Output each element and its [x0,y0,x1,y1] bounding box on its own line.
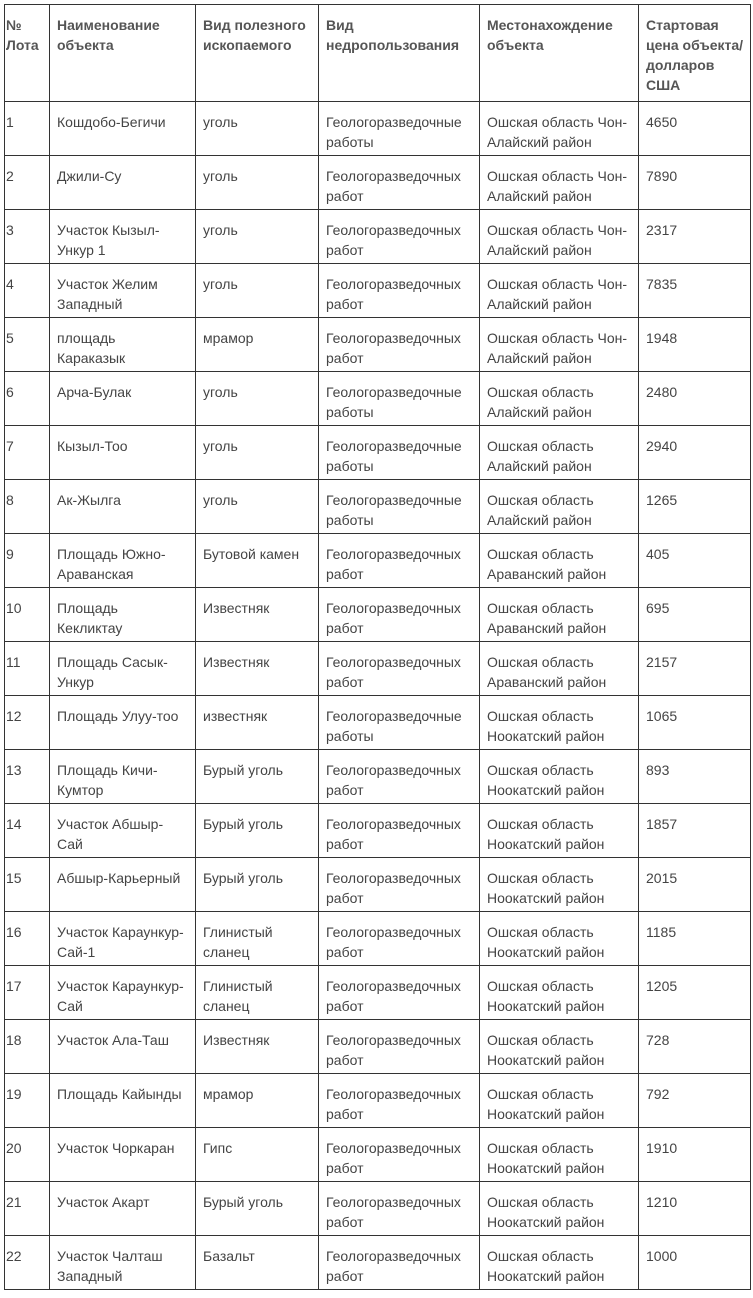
subsoil-use-cell: Геологоразведочных работ [319,318,480,372]
subsoil-use-cell: Геологоразведочные работы [319,480,480,534]
location-cell: Ошская область Алайский район [480,372,639,426]
start-price-cell: 7835 [639,264,751,318]
subsoil-use-cell: Геологоразведочных работ [319,156,480,210]
table-row [5,912,751,966]
mineral-type-cell: Базальт [196,1236,319,1290]
mineral-type-cell: Бурый уголь [196,750,319,804]
location-cell: Ошская область Ноокатский район [480,912,639,966]
lot-number-cell: 10 [5,588,50,642]
mineral-type-cell: Известняк [196,642,319,696]
table-row [5,318,751,372]
mineral-type-cell: Бутовой камен [196,534,319,588]
location-cell: Ошская область Чон- Алайский район [480,156,639,210]
start-price-cell: 1265 [639,480,751,534]
start-price-cell: 728 [639,1020,751,1074]
table-row [5,480,751,534]
start-price-cell: 4650 [639,102,751,156]
mineral-type-cell: Известняк [196,1020,319,1074]
location-cell: Ошская область Чон- Алайский район [480,318,639,372]
table-row [5,1020,751,1074]
mineral-type-cell: Известняк [196,588,319,642]
object-name-cell: Участок Караункур- Сай [50,966,196,1020]
start-price-cell: 1948 [639,318,751,372]
lot-number-cell: 17 [5,966,50,1020]
header-mineral-type: Вид полезного ископаемого [196,5,319,102]
object-name-cell: Площадь Южно- Араванская [50,534,196,588]
mineral-type-cell: уголь [196,426,319,480]
mineral-type-cell: уголь [196,156,319,210]
object-name-cell: Участок Ала-Таш [50,1020,196,1074]
table-row [5,588,751,642]
subsoil-use-cell: Геологоразведочных работ [319,264,480,318]
location-cell: Ошская область Ноокатский район [480,1128,639,1182]
start-price-cell: 2015 [639,858,751,912]
object-name-cell: Площадь Кайынды [50,1074,196,1128]
start-price-cell: 7890 [639,156,751,210]
start-price-cell: 2940 [639,426,751,480]
location-cell: Ошская область Ноокатский район [480,750,639,804]
object-name-cell: Участок Кызыл- Ункур 1 [50,210,196,264]
location-cell: Ошская область Ноокатский район [480,696,639,750]
lot-number-cell: 11 [5,642,50,696]
table-row [5,750,751,804]
lot-number-cell: 2 [5,156,50,210]
mineral-type-cell: Глинистый сланец [196,912,319,966]
lots-table [4,4,751,1290]
object-name-cell: Участок Караункур- Сай-1 [50,912,196,966]
location-cell: Ошская область Араванский район [480,642,639,696]
start-price-cell: 2480 [639,372,751,426]
table-row [5,1128,751,1182]
table-row [5,1182,751,1236]
mineral-type-cell: уголь [196,264,319,318]
subsoil-use-cell: Геологоразведочных работ [319,750,480,804]
object-name-cell: Джили-Су [50,156,196,210]
lot-number-cell: 8 [5,480,50,534]
mineral-type-cell: мрамор [196,1074,319,1128]
location-cell: Ошская область Алайский район [480,480,639,534]
location-cell: Ошская область Ноокатский район [480,1182,639,1236]
mineral-type-cell: уголь [196,210,319,264]
table-row [5,210,751,264]
start-price-cell: 1000 [639,1236,751,1290]
mineral-type-cell: уголь [196,102,319,156]
lot-number-cell: 18 [5,1020,50,1074]
table-row [5,264,751,318]
location-cell: Ошская область Араванский район [480,534,639,588]
table-row [5,372,751,426]
start-price-cell: 1065 [639,696,751,750]
start-price-cell: 1185 [639,912,751,966]
object-name-cell: Кызыл-Тоо [50,426,196,480]
location-cell: Ошская область Чон- Алайский район [480,102,639,156]
subsoil-use-cell: Геологоразведочных работ [319,1020,480,1074]
lot-number-cell: 15 [5,858,50,912]
table-row [5,642,751,696]
subsoil-use-cell: Геологоразведочных работ [319,858,480,912]
object-name-cell: Участок Абшыр- Сай [50,804,196,858]
lot-number-cell: 21 [5,1182,50,1236]
object-name-cell: площадь Караказык [50,318,196,372]
lot-number-cell: 5 [5,318,50,372]
object-name-cell: Арча-Булак [50,372,196,426]
lot-number-cell: 3 [5,210,50,264]
mineral-type-cell: мрамор [196,318,319,372]
mineral-type-cell: Гипс [196,1128,319,1182]
table-row [5,426,751,480]
object-name-cell: Площадь Кичи- Кумтор [50,750,196,804]
table-row [5,804,751,858]
start-price-cell: 695 [639,588,751,642]
subsoil-use-cell: Геологоразведочные работы [319,102,480,156]
lot-number-cell: 20 [5,1128,50,1182]
table-row [5,1236,751,1290]
object-name-cell: Кошдобо-Бегичи [50,102,196,156]
location-cell: Ошская область Ноокатский район [480,1236,639,1290]
table-row [5,156,751,210]
mineral-type-cell: Бурый уголь [196,804,319,858]
location-cell: Ошская область Чон- Алайский район [480,264,639,318]
lot-number-cell: 6 [5,372,50,426]
start-price-cell: 2157 [639,642,751,696]
start-price-cell: 792 [639,1074,751,1128]
start-price-cell: 893 [639,750,751,804]
object-name-cell: Участок Чалташ Западный [50,1236,196,1290]
subsoil-use-cell: Геологоразведочных работ [319,1128,480,1182]
lot-number-cell: 7 [5,426,50,480]
subsoil-use-cell: Геологоразведочных работ [319,588,480,642]
table-row [5,696,751,750]
lot-number-cell: 9 [5,534,50,588]
subsoil-use-cell: Геологоразведочные работы [319,696,480,750]
object-name-cell: Участок Чоркаран [50,1128,196,1182]
object-name-cell: Участок Акарт [50,1182,196,1236]
object-name-cell: Площадь Улуу-тоо [50,696,196,750]
start-price-cell: 2317 [639,210,751,264]
lot-number-cell: 4 [5,264,50,318]
object-name-cell: Участок Желим Западный [50,264,196,318]
lot-number-cell: 13 [5,750,50,804]
subsoil-use-cell: Геологоразведочных работ [319,210,480,264]
subsoil-use-cell: Геологоразведочных работ [319,1074,480,1128]
subsoil-use-cell: Геологоразведочные работы [319,372,480,426]
location-cell: Ошская область Ноокатский район [480,858,639,912]
subsoil-use-cell: Геологоразведочных работ [319,534,480,588]
object-name-cell: Абшыр-Карьерный [50,858,196,912]
table-body [5,102,751,1290]
subsoil-use-cell: Геологоразведочных работ [319,804,480,858]
lot-number-cell: 1 [5,102,50,156]
mineral-type-cell: уголь [196,480,319,534]
location-cell: Ошская область Ноокатский район [480,804,639,858]
lot-number-cell: 12 [5,696,50,750]
lot-number-cell: 19 [5,1074,50,1128]
table-header-row [5,5,751,102]
location-cell: Ошская область Чон- Алайский район [480,210,639,264]
location-cell: Ошская область Алайский район [480,426,639,480]
object-name-cell: Ак-Жылга [50,480,196,534]
start-price-cell: 405 [639,534,751,588]
header-start-price: Стартовая цена объекта/ долларов США [639,5,751,102]
mineral-type-cell: Бурый уголь [196,1182,319,1236]
location-cell: Ошская область Араванский район [480,588,639,642]
subsoil-use-cell: Геологоразведочных работ [319,912,480,966]
mineral-type-cell: уголь [196,372,319,426]
table-row [5,534,751,588]
subsoil-use-cell: Геологоразведочных работ [319,1236,480,1290]
subsoil-use-cell: Геологоразведочных работ [319,1182,480,1236]
location-cell: Ошская область Ноокатский район [480,966,639,1020]
mineral-type-cell: известняк [196,696,319,750]
lot-number-cell: 22 [5,1236,50,1290]
mineral-type-cell: Бурый уголь [196,858,319,912]
table-row [5,858,751,912]
location-cell: Ошская область Ноокатский район [480,1020,639,1074]
table-row [5,1074,751,1128]
header-location: Местонахождение объекта [480,5,639,102]
start-price-cell: 1210 [639,1182,751,1236]
lot-number-cell: 16 [5,912,50,966]
start-price-cell: 1857 [639,804,751,858]
location-cell: Ошская область Ноокатский район [480,1074,639,1128]
header-object-name: Наименование объекта [50,5,196,102]
mineral-type-cell: Глинистый сланец [196,966,319,1020]
object-name-cell: Площадь Сасык- Ункур [50,642,196,696]
subsoil-use-cell: Геологоразведочных работ [319,966,480,1020]
header-lot-number: № Лота [5,5,50,102]
start-price-cell: 1205 [639,966,751,1020]
table-row [5,966,751,1020]
object-name-cell: Площадь Кекликтау [50,588,196,642]
start-price-cell: 1910 [639,1128,751,1182]
subsoil-use-cell: Геологоразведочные работы [319,426,480,480]
header-subsoil-use-type: Вид недропользования [319,5,480,102]
subsoil-use-cell: Геологоразведочных работ [319,642,480,696]
lot-number-cell: 14 [5,804,50,858]
table-row [5,102,751,156]
